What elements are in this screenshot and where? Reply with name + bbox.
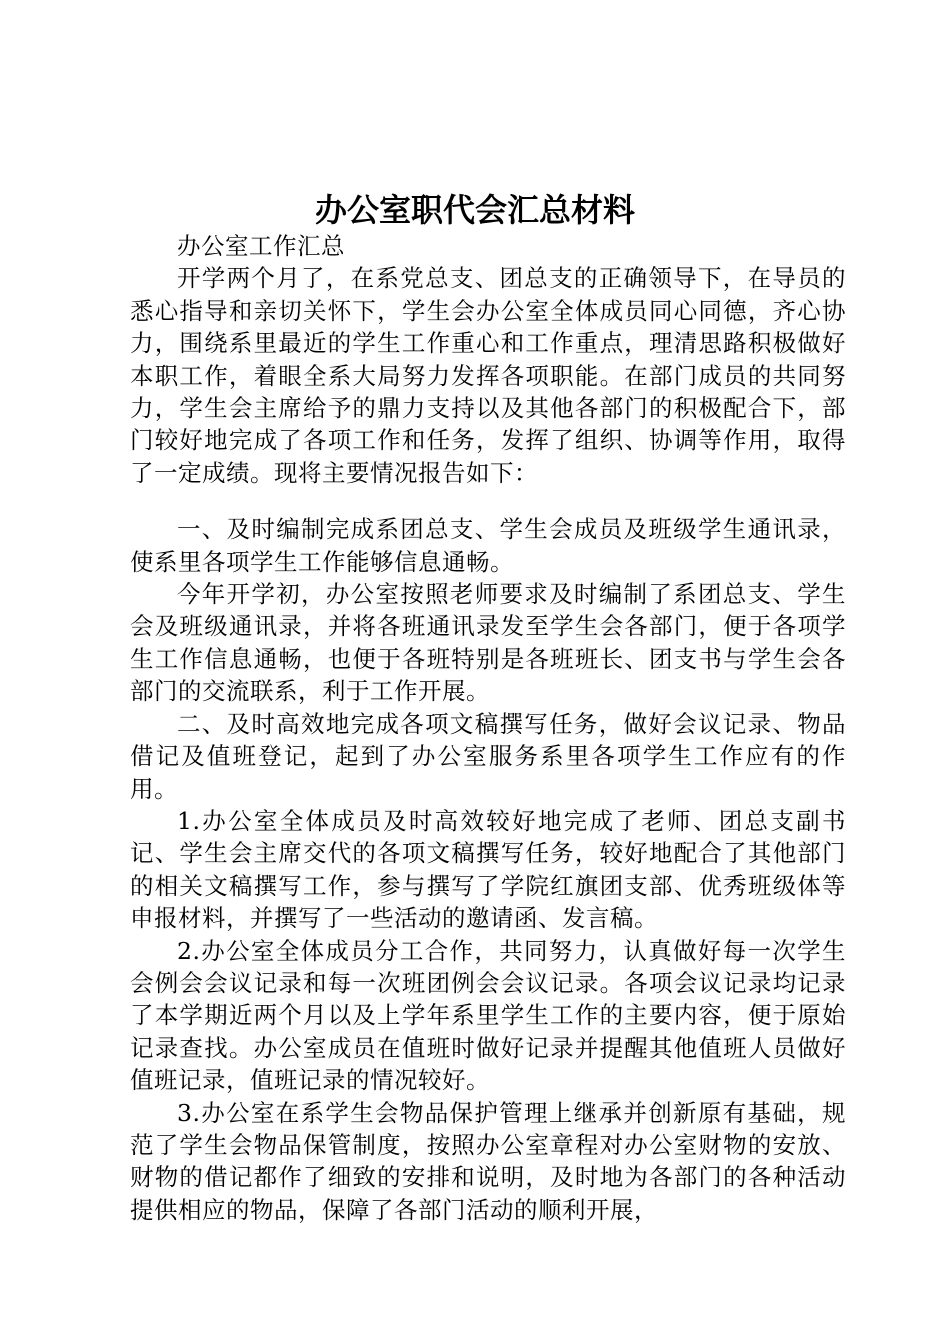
paragraph-item-2: 2.办公室全体成员分工合作，共同努力，认真做好每一次学生会例会会议记录和每一次班团例会会议记录。各项会议记录均记录了本学期近两个月以及上学年系里学生工作的主要内容，便于原始记录查找。办公室成员在值班时做好记录并提醒其他值班人员做好值班记录，值班记录的情况较好。 — [130, 936, 846, 1095]
paragraph-subtitle: 办公室工作汇总 — [177, 232, 345, 260]
paragraph-item-1: 1.办公室全体成员及时高效较好地完成了老师、团总支副书记、学生会主席交代的各项文稿撰写任务，较好地配合了其他部门的相关文稿撰写工作，参与撰写了学院红旗团支部、优秀班级体等申报材料，并撰写了一些活动的邀请函、发言稿。 — [130, 806, 846, 933]
paragraph-section-1-body: 今年开学初，办公室按照老师要求及时编制了系团总支、学生会及班级通讯录，并将各班通讯录发至学生会各部门，便于各项学生工作信息通畅，也便于各班特别是各班班长、团支书与学生会各部门的交流联系，利于工作开展。 — [130, 580, 846, 706]
paragraph-section-1-heading: 一、及时编制完成系团总支、学生会成员及班级学生通讯录，使系里各项学生工作能够信息通畅。 — [130, 515, 846, 576]
paragraph-section-2-heading: 二、及时高效地完成各项文稿撰写任务，做好会议记录、物品借记及值班登记，起到了办公室服务系里各项学生工作应有的作用。 — [130, 709, 846, 803]
paragraph-item-3: 3.办公室在系学生会物品保护管理上继承并创新原有基础，规范了学生会物品保管制度，按照办公室章程对办公室财物的安放、财物的借记都作了细致的安排和说明，及时地为各部门的各种活动提供相应的物品，保障了各部门活动的顺利开展， — [130, 1098, 846, 1224]
document-body — [130, 230, 846, 1226]
document-title: 办公室职代会汇总材料 — [314, 191, 635, 229]
paragraph-intro: 开学两个月了，在系党总支、团总支的正确领导下，在导员的悉心指导和亲切关怀下，学生会办公室全体成员同心同德，齐心协力，围绕系里最近的学生工作重心和工作重点，理清思路积极做好本职工作，着眼全系大局努力发挥各项职能。在部门成员的共同努力，学生会主席给予的鼎力支持以及其他各部门的积极配合下，部门较好地完成了各项工作和任务，发挥了组织、协调等作用，取得了一定成绩。现将主要情况报告如下： — [130, 264, 846, 487]
